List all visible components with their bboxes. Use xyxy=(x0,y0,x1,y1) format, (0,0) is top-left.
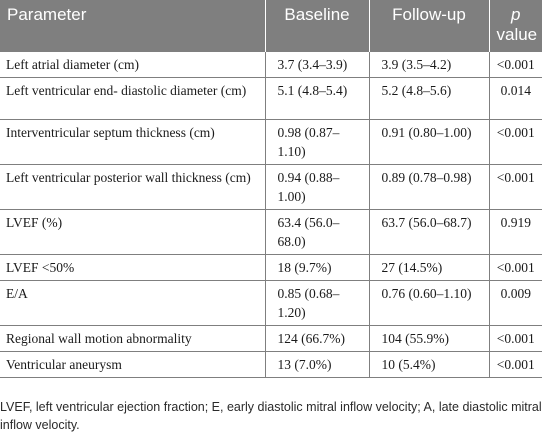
cell-followup: 3.9 (3.5–4.2) xyxy=(369,52,489,78)
cell-followup: 63.7 (56.0–68.7) xyxy=(369,210,489,255)
cell-parameter: E/A xyxy=(0,281,265,326)
cell-parameter: Left ventricular posterior wall thickness (cm) xyxy=(0,165,265,210)
cell-parameter: Ventricular aneurysm xyxy=(0,352,265,378)
header-p-letter: p xyxy=(511,5,521,24)
cell-baseline: 0.85 (0.68–1.20) xyxy=(265,281,369,326)
table-header xyxy=(0,0,542,52)
cell-followup: 0.76 (0.60–1.10) xyxy=(369,281,489,326)
header-followup: Follow-up xyxy=(369,0,489,52)
cell-p-value: <0.001 xyxy=(489,120,542,165)
cell-parameter: LVEF <50% xyxy=(0,255,265,281)
header-parameter: Parameter xyxy=(0,0,265,52)
table-row xyxy=(0,255,542,281)
cell-baseline: 18 (9.7%) xyxy=(265,255,369,281)
table-row xyxy=(0,210,542,255)
cell-p-value: <0.001 xyxy=(489,255,542,281)
cell-p-value: <0.001 xyxy=(489,326,542,352)
table-row xyxy=(0,78,542,120)
table-body xyxy=(0,52,542,378)
cell-p-value: 0.919 xyxy=(489,210,542,255)
cell-parameter: Regional wall motion abnormality xyxy=(0,326,265,352)
cell-baseline: 13 (7.0%) xyxy=(265,352,369,378)
table-row xyxy=(0,52,542,78)
cell-followup: 104 (55.9%) xyxy=(369,326,489,352)
cell-followup: 27 (14.5%) xyxy=(369,255,489,281)
cell-p-value: 0.014 xyxy=(489,78,542,120)
cell-baseline: 5.1 (4.8–5.4) xyxy=(265,78,369,120)
table-row xyxy=(0,326,542,352)
cell-parameter: Interventricular septum thickness (cm) xyxy=(0,120,265,165)
table-footnote: LVEF, left ventricular ejection fraction; E, early diastolic mitral inflow velocity; A, late diastolic mitral inflow velocity. xyxy=(0,400,542,432)
cell-p-value: <0.001 xyxy=(489,352,542,378)
cell-followup: 10 (5.4%) xyxy=(369,352,489,378)
header-row xyxy=(0,0,542,52)
cell-followup: 0.91 (0.80–1.00) xyxy=(369,120,489,165)
cell-baseline: 0.94 (0.88–1.00) xyxy=(265,165,369,210)
cell-p-value: <0.001 xyxy=(489,52,542,78)
table-row xyxy=(0,120,542,165)
header-p-value xyxy=(489,0,542,52)
cell-baseline: 124 (66.7%) xyxy=(265,326,369,352)
cell-followup: 0.89 (0.78–0.98) xyxy=(369,165,489,210)
cell-parameter: Left atrial diameter (cm) xyxy=(0,52,265,78)
cell-parameter: LVEF (%) xyxy=(0,210,265,255)
cell-baseline: 0.98 (0.87–1.10) xyxy=(265,120,369,165)
table-row xyxy=(0,352,542,378)
cell-followup: 5.2 (4.8–5.6) xyxy=(369,78,489,120)
header-value-word: value xyxy=(496,25,538,44)
table-row xyxy=(0,165,542,210)
cell-parameter: Left ventricular end- diastolic diameter (cm) xyxy=(0,78,265,120)
cell-p-value: <0.001 xyxy=(489,165,542,210)
cell-baseline: 3.7 (3.4–3.9) xyxy=(265,52,369,78)
header-baseline: Baseline xyxy=(265,0,369,52)
cell-baseline: 63.4 (56.0–68.0) xyxy=(265,210,369,255)
table-row xyxy=(0,281,542,326)
cell-p-value: 0.009 xyxy=(489,281,542,326)
